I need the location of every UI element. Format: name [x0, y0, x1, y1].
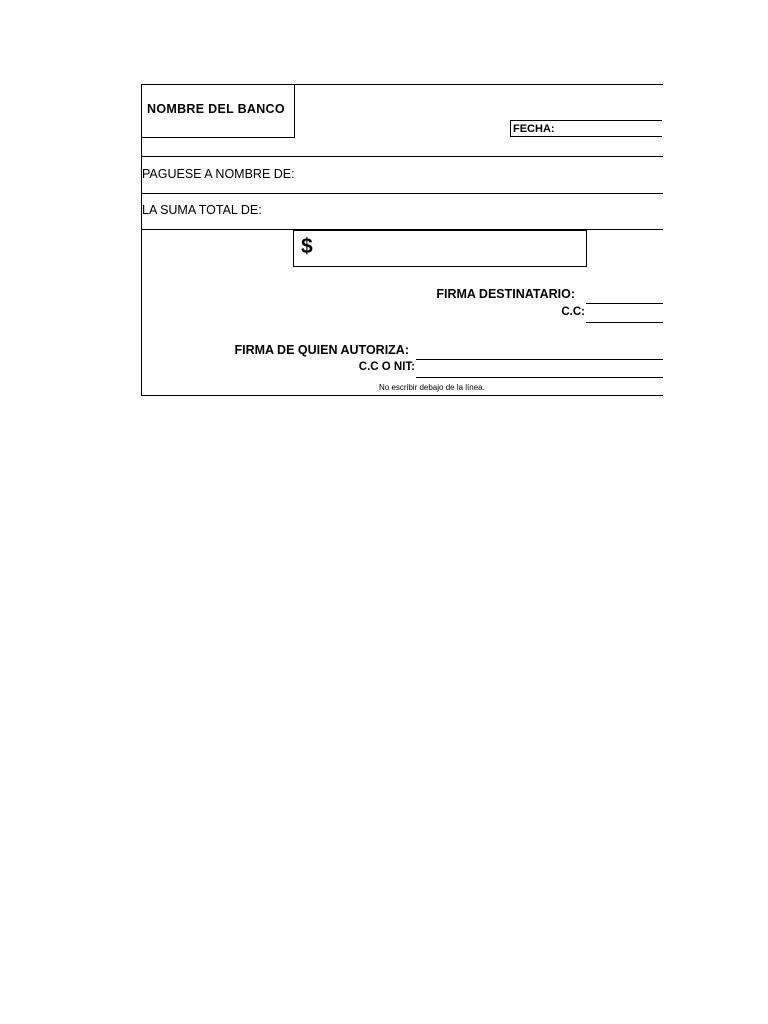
- date-field[interactable]: [510, 120, 662, 137]
- authorizer-id-label: C.C O NIT:: [358, 361, 415, 373]
- bank-name-label: NOMBRE DEL BANCO: [147, 102, 285, 116]
- recipient-id-label: C.C:: [561, 306, 585, 318]
- date-label: FECHA:: [513, 123, 555, 135]
- footer-note: No escribir debajo de la línea.: [379, 383, 485, 392]
- currency-symbol: $: [301, 235, 313, 258]
- recipient-signature-label: FIRMA DESTINATARIO:: [436, 287, 575, 301]
- payee-separator: [141, 193, 663, 194]
- header-separator: [141, 156, 663, 157]
- recipient-id-line[interactable]: [586, 322, 663, 323]
- authorizer-id-line[interactable]: [416, 377, 663, 378]
- bank-name-box-divider: [294, 84, 295, 138]
- payee-label: PAGUESE A NOMBRE DE:: [142, 167, 295, 181]
- check-top-border: [141, 84, 663, 85]
- bank-check: [141, 84, 663, 396]
- recipient-signature-line[interactable]: [586, 303, 663, 304]
- amount-field[interactable]: [293, 230, 587, 267]
- bank-name-box-bottom: [141, 137, 295, 138]
- authorizer-signature-label: FIRMA DE QUIEN AUTORIZA:: [234, 343, 409, 357]
- check-left-border: [141, 84, 142, 396]
- check-bottom-border: [141, 395, 663, 396]
- total-sum-label: LA SUMA TOTAL DE:: [142, 203, 262, 217]
- authorizer-signature-line[interactable]: [416, 359, 663, 360]
